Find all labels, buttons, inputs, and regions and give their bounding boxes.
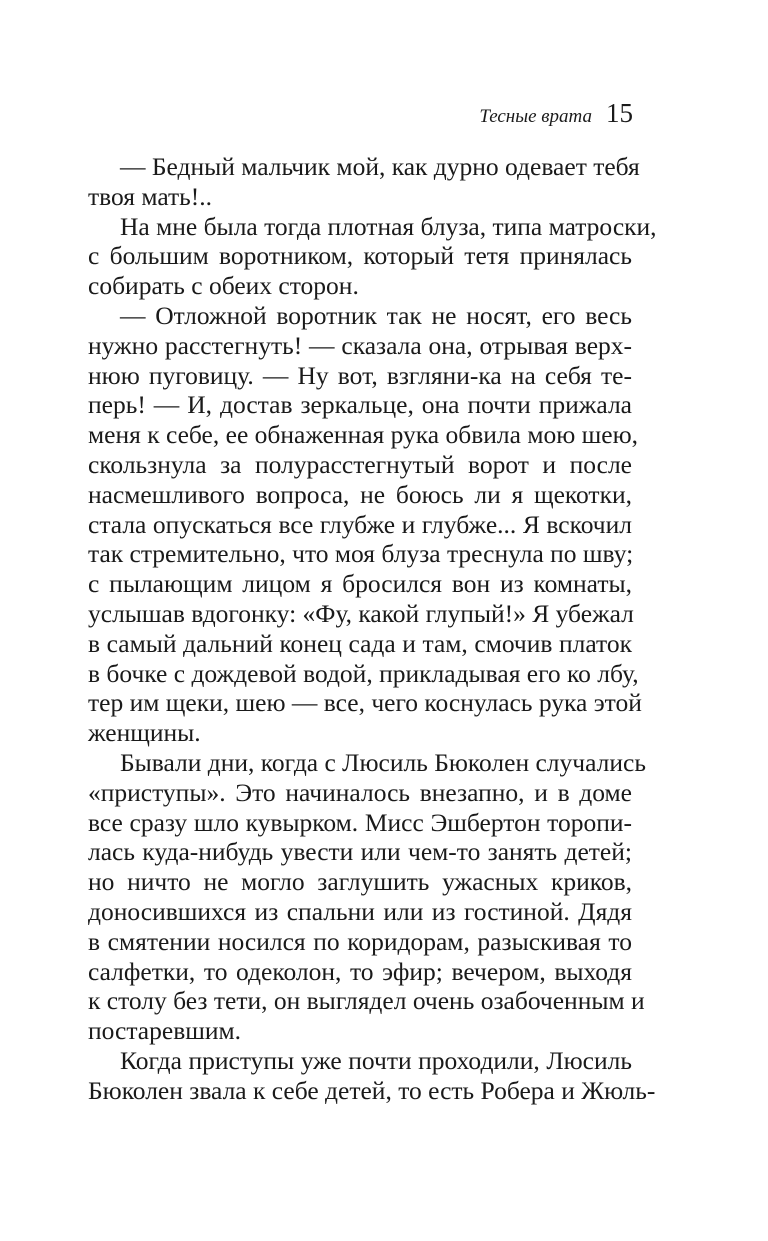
text-line: Когда приступы уже почти проходили, Люсиль [120, 1045, 632, 1075]
text-line: твоя мать!.. [88, 181, 213, 211]
text-line: салфетки, то одеколон, то эфир; вечером, выходя [88, 956, 632, 986]
text-line: Бывали дни, когда с Люсиль Бюколен случались [120, 747, 646, 777]
text-line: постаревшим. [88, 1016, 242, 1046]
running-title: Тесные врата [479, 106, 592, 127]
text-line: в смятении носился по коридорам, разыскивая то [88, 926, 632, 956]
text-line: все сразу шло кувырком. Мисс Эшбертон торопи- [88, 807, 632, 837]
text-line: с большим воротником, который тетя принялась [88, 241, 632, 271]
text-line: меня к себе, ее обнаженная рука обвила мою шею, [88, 420, 639, 450]
text-line: с пылающим лицом я бросился вон из комнаты, [88, 569, 632, 599]
text-line: в самый дальний конец сада и там, смочив платок [88, 628, 632, 658]
text-line: скользнула за полурасстегнутый ворот и после [88, 449, 632, 479]
text-line: доносившихся из спальни или из гостиной. Дядя [88, 896, 632, 926]
text-line: нюю пуговицу. — Ну вот, взгляни-ка на себя те- [88, 360, 632, 390]
text-line: но ничто не могло заглушить ужасных криков, [88, 867, 632, 897]
text-line: собирать с обеих сторон. [88, 271, 359, 301]
running-header [479, 98, 633, 132]
text-line: услышав вдогонку: «Фу, какой глупый!» Я убежал [88, 598, 634, 628]
text-line: — Отложной воротник так не носят, его весь [120, 300, 632, 330]
text-line: — Бедный мальчик мой, как дурно одевает тебя [120, 152, 640, 181]
body-text [88, 152, 657, 1106]
text-line: Бюколен звала к себе детей, то есть Робера и Жюль- [88, 1075, 656, 1105]
text-line: насмешливого вопроса, не боюсь ли я щекотки, [88, 479, 632, 509]
text-line: «приступы». Это начиналось внезапно, и в доме [88, 777, 632, 807]
text-line: женщины. [88, 718, 201, 748]
text-line: На мне была тогда плотная блуза, типа матроски, [120, 211, 657, 241]
text-line: в бочке с дождевой водой, прикладывая его ко лбу, [88, 658, 639, 688]
page-number: 15 [606, 98, 633, 128]
text-line: нужно расстегнуть! — сказала она, отрывая верх- [88, 330, 632, 360]
text-line: перь! — И, достав зеркальце, она почти прижала [88, 390, 632, 420]
text-line: так стремительно, что моя блуза треснула по шву; [88, 539, 634, 569]
text-line: лась куда-нибудь увести или чем-то занять детей; [88, 837, 632, 867]
text-line: тер им щеки, шею — все, чего коснулась рука этой [88, 688, 642, 718]
text-line: к столу без тети, он выглядел очень озабоченным и [88, 986, 645, 1016]
text-line: стала опускаться все глубже и глубже... Я вскочил [88, 509, 632, 539]
